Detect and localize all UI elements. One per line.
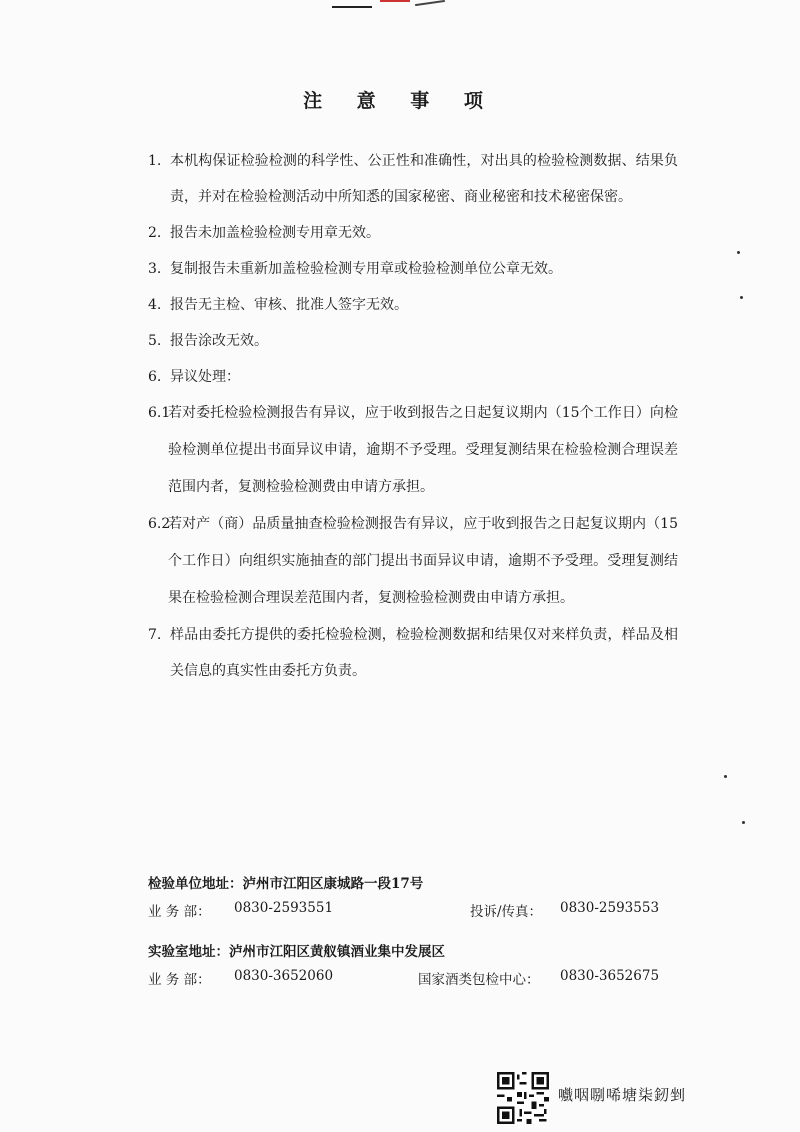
list-item: 1. 本机构保证检验检测的科学性、公正性和准确性，对出具的检验检测数据、结果负责，并对在检验检测活动中所知悉的国家秘密、商业秘密和技术秘密保密。 xyxy=(148,153,678,205)
list-item: 5. 报告涂改无效。 xyxy=(148,333,268,349)
scan-speck xyxy=(724,775,727,778)
list-item: 4. 报告无主检、审核、批准人签字无效。 xyxy=(148,297,408,313)
list-item: 7. 样品由委托方提供的委托检验检测，检验检测数据和结果仅对来样负责，样品及相关信息的真实性由委托方负责。 xyxy=(148,627,678,679)
inspection-unit-address: 检验单位地址：泸州市江阳区康城路一段17号 xyxy=(148,876,424,892)
business-dept-phone: 0830-2593551 xyxy=(234,900,334,916)
inspection-unit-contact xyxy=(148,872,708,922)
business-dept-label: 业 务 部： xyxy=(148,904,211,920)
contact-row xyxy=(148,900,708,922)
business-dept-phone: 0830-3652060 xyxy=(234,968,334,984)
scan-speck xyxy=(740,296,743,299)
laboratory-address: 实验室地址：泸州市江阳区黄舣镇酒业集中发展区 xyxy=(148,944,445,960)
complaint-fax-label: 投诉/传真： xyxy=(470,904,543,920)
liquor-center-label: 国家酒类包检中心： xyxy=(418,972,540,988)
scan-speck xyxy=(742,821,745,824)
page-title: 注 意 事 项 xyxy=(303,90,497,112)
footer-code: 嚱咽哵唏塘柒釰剉 xyxy=(558,1086,687,1104)
liquor-center-phone: 0830-3652675 xyxy=(560,968,660,984)
scan-artifact-marks xyxy=(320,0,470,10)
complaint-fax-phone: 0830-2593553 xyxy=(560,900,660,916)
sub-list-item: 6.2 若对产（商）品质量抽查检验检测报告有异议，应于收到报告之日起复议期内（15个工作日）向组织实施抽查的部门提出书面异议申请，逾期不予受理。受理复测结果在检验检测合理误差范围内者，复测检验检测费由申请方承担。 xyxy=(148,516,678,606)
scan-speck xyxy=(737,251,740,254)
notes-list xyxy=(148,143,678,689)
qr-code xyxy=(497,1072,549,1124)
list-item: 3. 复制报告未重新加盖检验检测专用章或检验检测单位公章无效。 xyxy=(148,261,562,277)
contact-row xyxy=(148,968,708,990)
list-item: 6. 异议处理： xyxy=(148,369,240,385)
business-dept-label: 业 务 部： xyxy=(148,972,211,988)
list-item: 2. 报告未加盖检验检测专用章无效。 xyxy=(148,225,380,241)
sub-list-item: 6.1 若对委托检验检测报告有异议，应于收到报告之日起复议期内（15个工作日）向检验检测单位提出书面异议申请，逾期不予受理。受理复测结果在检验检测合理误差范围内者，复测检验检测费由申请方承担。 xyxy=(148,405,678,495)
laboratory-contact xyxy=(148,940,708,990)
